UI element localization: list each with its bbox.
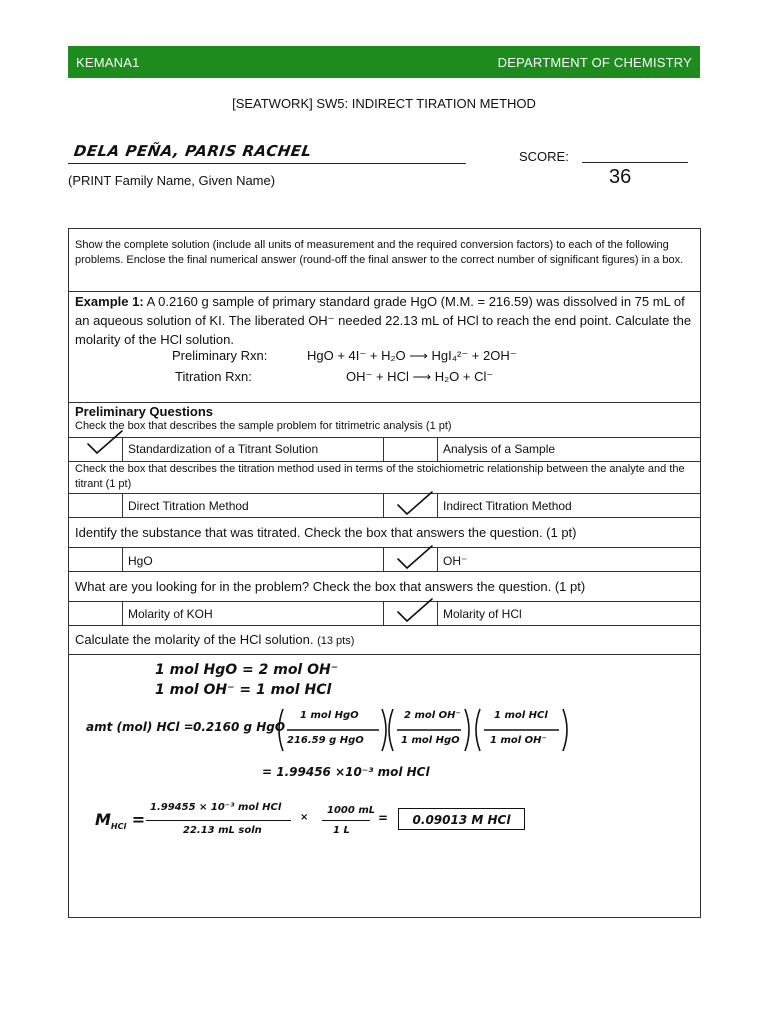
course-code: KEMANA1 xyxy=(76,54,140,70)
option-oh: OH⁻ xyxy=(443,554,468,568)
factor-1-num: 1 mol HgO xyxy=(300,710,359,721)
option-hgo: HgO xyxy=(128,554,153,568)
amount-start: 0.2160 g HgO xyxy=(193,720,286,734)
divider xyxy=(68,654,701,655)
times-sign: × xyxy=(300,812,309,823)
example-label: Example 1: xyxy=(75,294,144,309)
divider xyxy=(68,547,701,548)
divider xyxy=(68,493,701,494)
fraction-bar xyxy=(146,820,291,821)
header-bar xyxy=(68,46,700,78)
department: DEPARTMENT OF CHEMISTRY xyxy=(497,54,692,70)
student-name: DELA PEÑA, PARIS RACHEL xyxy=(72,142,313,160)
divider xyxy=(68,601,701,602)
question-5: Calculate the molarity of the HCl solution. (13 pts) xyxy=(75,632,355,647)
amount-label: amt (mol) HCl = xyxy=(86,720,194,734)
factor-2-den: 1 mol HgO xyxy=(401,735,460,746)
example-body: A 0.2160 g sample of primary standard grade HgO (M.M. = 216.59) was dissolved in 75 mL of an aqueous solution of KI. The liberated OH⁻ needed 22.13 mL of HCl to reach the end point. Calculate the molarity of the HCl solution. xyxy=(75,294,692,347)
divider xyxy=(68,437,701,438)
prelim-rxn: HgO + 4I⁻ + H₂O ⟶ HgI₄²⁻ + 2OH⁻ xyxy=(307,348,517,363)
score-value: 36 xyxy=(609,166,632,188)
checkmark-icon xyxy=(396,489,434,517)
amount-result: = 1.99456 ×10⁻³ mol HCl xyxy=(262,765,430,779)
example-text xyxy=(75,292,695,349)
instructions: Show the complete solution (include all units of measurement and the required conversion factors) to each of the following problems. Enclose the final numerical answer (round-off the final answer to the correct number of significant figures) in a box. xyxy=(75,239,684,266)
question-1: Check the box that describes the sample problem for titrimetric analysis (1 pt) xyxy=(75,420,452,432)
name-line xyxy=(68,163,466,164)
option-indirect: Indirect Titration Method xyxy=(443,499,572,513)
question-2: Check the box that describes the titration method used in terms of the stoichiometric relationship between the analyte and the titrant (1 pt) xyxy=(75,463,685,490)
factor-2-num: 2 mol OH⁻ xyxy=(404,710,461,721)
factor-1-den: 216.59 g HgO xyxy=(287,735,364,746)
factor-3-num: 1 mol HCl xyxy=(494,710,548,721)
score-line xyxy=(582,162,688,163)
score-label: SCORE: xyxy=(519,149,569,164)
option-koh: Molarity of KOH xyxy=(128,607,213,621)
option-analysis: Analysis of a Sample xyxy=(443,442,556,456)
divider xyxy=(68,517,701,518)
checkmark-icon xyxy=(396,543,434,571)
checkmark-icon xyxy=(86,428,124,456)
final-answer-box: 0.09013 M HCl xyxy=(398,808,525,830)
conversion-numerator: 1000 mL xyxy=(327,805,376,816)
titration-rxn: OH⁻ + HCl ⟶ H₂O + Cl⁻ xyxy=(346,369,494,384)
conversion-denominator: 1 L xyxy=(333,825,350,836)
divider xyxy=(68,571,701,572)
option-direct: Direct Titration Method xyxy=(128,499,249,513)
questions-heading: Preliminary Questions xyxy=(75,404,213,419)
divider xyxy=(68,625,701,626)
molarity-numerator: 1.99455 × 10⁻³ mol HCl xyxy=(150,802,282,813)
page-title: [SEATWORK] SW5: INDIRECT TIRATION METHOD xyxy=(232,96,536,111)
molarity-label: $M_{HCl}$ = xyxy=(95,810,146,832)
relation-1: 1 mol HgO = 2 mol OH⁻ xyxy=(155,662,339,678)
relation-2: 1 mol OH⁻ = 1 mol HCl xyxy=(155,682,332,698)
question-3: Identify the substance that was titrated. Check the box that answers the question. (1 pt) xyxy=(75,525,577,540)
fraction-bar xyxy=(322,820,370,821)
titration-rxn-label: Titration Rxn: xyxy=(175,369,252,384)
option-hcl: Molarity of HCl xyxy=(443,607,522,621)
prelim-rxn-label: Preliminary Rxn: xyxy=(172,348,268,363)
equals-sign: = xyxy=(378,811,389,825)
molarity-denominator: 22.13 mL soln xyxy=(183,825,262,836)
question-4: What are you looking for in the problem? Check the box that answers the question. (1 pt) xyxy=(75,579,586,594)
name-label: (PRINT Family Name, Given Name) xyxy=(68,173,276,188)
option-standardization: Standardization of a Titrant Solution xyxy=(128,442,319,456)
checkmark-icon xyxy=(396,596,434,624)
factor-3-den: 1 mol OH⁻ xyxy=(490,735,547,746)
